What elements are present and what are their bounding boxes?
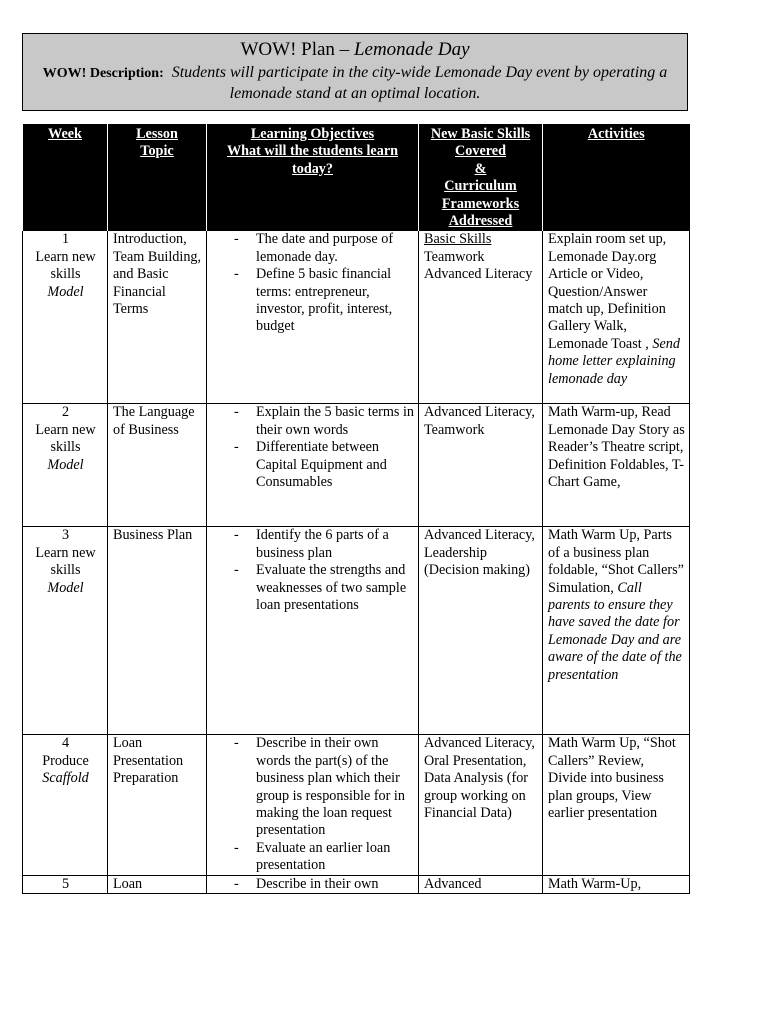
column-header-learning-objectives: Learning Objectives What will the students learn today?: [207, 124, 419, 231]
week-cell: 2 Learn new skills Model: [23, 404, 108, 527]
activities-cell: Math Warm-Up,: [543, 875, 690, 893]
objective-item: - Explain the 5 basic terms in their own words: [212, 404, 414, 439]
objective-item: - The date and purpose of lemonade day.: [212, 231, 414, 266]
week-cell: 1 Learn new skills Model: [23, 231, 108, 404]
topic-cell: Loan Presentation Preparation: [108, 735, 207, 875]
table-row: [23, 735, 690, 875]
table-header-row: [23, 124, 690, 231]
plan-description: [23, 63, 687, 104]
table-row: [23, 404, 690, 527]
topic-cell: The Language of Business: [108, 404, 207, 527]
description-label: WOW! Description: [42, 66, 160, 81]
objective-item: - Describe in their own: [212, 876, 414, 893]
objective-item: - Describe in their own words the part(s) of the business plan which their group is responsible for in making the loan request presentation: [212, 735, 414, 839]
column-header-week: Week: [23, 124, 108, 231]
table-row: [23, 875, 690, 893]
week-cell: 3 Learn new skills Model: [23, 527, 108, 735]
skills-cell: Advanced Literacy, Leadership (Decision making): [419, 527, 543, 735]
topic-cell: Business Plan: [108, 527, 207, 735]
objectives-cell: [207, 735, 419, 875]
week-cell: 4 Produce Scaffold: [23, 735, 108, 875]
objectives-cell: [207, 875, 419, 893]
description-colon: :: [159, 66, 164, 81]
skills-cell: Advanced: [419, 875, 543, 893]
table-row: [23, 527, 690, 735]
table-row: [23, 231, 690, 404]
objectives-cell: [207, 527, 419, 735]
activities-cell: Math Warm-up, Read Lemonade Day Story as Reader’s Theatre script, Definition Foldables, T-Chart Game,: [543, 404, 690, 527]
lesson-plan-table: [22, 124, 690, 894]
week-cell: 5: [23, 875, 108, 893]
topic-cell: Introduction, Team Building, and Basic Financial Terms: [108, 231, 207, 404]
skills-cell: Advanced Literacy, Teamwork: [419, 404, 543, 527]
activities-cell: Math Warm Up, “Shot Callers” Review, Divide into business plan groups, View earlier presentation: [543, 735, 690, 875]
objective-item: - Define 5 basic financial terms: entrepreneur, investor, profit, interest, budget: [212, 266, 414, 336]
description-text: Students will participate in the city-wide Lemonade Day event by operating a lemonade stand at an optimal location.: [171, 64, 668, 102]
title-italic: Lemonade Day: [353, 39, 470, 60]
column-header-lesson-topic: Lesson Topic: [108, 124, 207, 231]
objective-item: - Evaluate the strengths and weaknesses of two sample loan presentations: [212, 562, 414, 614]
plan-title: [23, 39, 687, 61]
objective-item: - Differentiate between Capital Equipment and Consumables: [212, 439, 414, 491]
objective-item: - Evaluate an earlier loan presentation: [212, 840, 414, 875]
objectives-cell: [207, 404, 419, 527]
activities-cell: Math Warm Up, Parts of a business plan foldable, “Shot Callers” Simulation, Call parents to ensure they have saved the date for Lemonade Day and are aware of the date of the presentation: [543, 527, 690, 735]
column-header-skills: New Basic Skills Covered & Curriculum Frameworks Addressed: [419, 124, 543, 231]
topic-cell: Loan: [108, 875, 207, 893]
column-header-activities: Activities: [543, 124, 690, 231]
objective-item: - Identify the 6 parts of a business plan: [212, 527, 414, 562]
skills-cell: Basic Skills Teamwork Advanced Literacy: [419, 231, 543, 404]
title-plain: WOW! Plan –: [240, 39, 354, 60]
objectives-cell: [207, 231, 419, 404]
activities-cell: Explain room set up, Lemonade Day.org Article or Video, Question/Answer match up, Definition Gallery Walk, Lemonade Toast , Send home letter explaining lemonade day: [543, 231, 690, 404]
plan-header: [22, 33, 688, 111]
skills-cell: Advanced Literacy, Oral Presentation, Data Analysis (for group working on Financial Data): [419, 735, 543, 875]
